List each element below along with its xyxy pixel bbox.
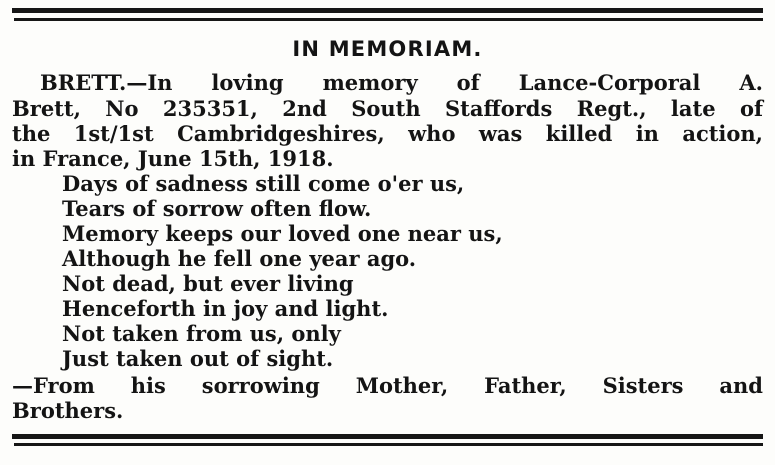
- verse-line-6: Henceforth in joy and light.: [62, 296, 389, 321]
- signoff-line-1: —From his sorrowing Mother, Father, Sisters and: [12, 373, 763, 398]
- signoff-line-2: Brothers.: [12, 398, 124, 423]
- verse-line-7: Not taken from us, only: [62, 321, 341, 346]
- verse-line-5: Not dead, but ever living: [62, 271, 354, 296]
- body-line-4: in France, June 15th, 1918.: [12, 146, 334, 171]
- body-line-2: Brett, No 235351, 2nd South Staffords Regt., late of: [12, 96, 763, 121]
- verse-line-8: Just taken out of sight.: [62, 346, 334, 371]
- bottom-border-rule-thin: [14, 443, 763, 446]
- body-line-1: BRETT.—In loving memory of Lance-Corporal A.: [40, 70, 763, 95]
- verse-line-2: Tears of sorrow often flow.: [62, 196, 372, 221]
- notice-heading: IN MEMORIAM.: [292, 37, 483, 61]
- top-border-rule-thin: [14, 18, 763, 21]
- bottom-border-rule: [12, 434, 763, 439]
- verse-line-3: Memory keeps our loved one near us,: [62, 221, 503, 246]
- top-border-rule: [12, 8, 763, 13]
- verse-line-1: Days of sadness still come o'er us,: [62, 171, 465, 196]
- body-line-3: the 1st/1st Cambridgeshires, who was killed in action,: [12, 121, 763, 146]
- verse-line-4: Although he fell one year ago.: [62, 246, 417, 271]
